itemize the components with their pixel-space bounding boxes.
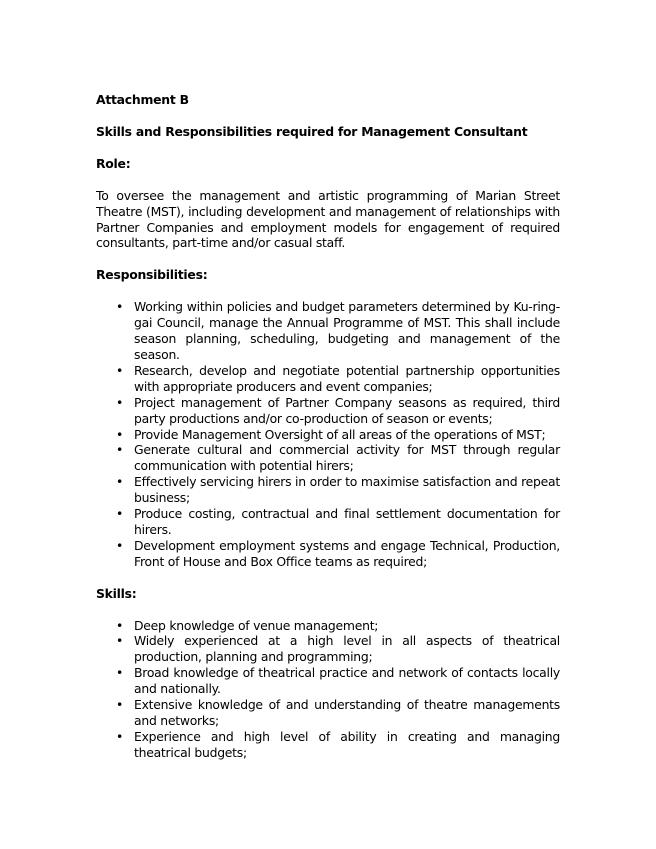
list-item-text: Deep knowledge of venue management; [134, 617, 379, 633]
list-item-text: Provide Management Oversight of all areas of the operations of MST; [134, 426, 546, 442]
responsibilities-heading: Responsibilities: [96, 267, 208, 283]
bullet-icon: • [116, 665, 124, 681]
skills-heading: Skills: [96, 585, 137, 601]
bullet-icon: • [116, 362, 124, 378]
list-item [96, 395, 560, 427]
list-item-text: Effectively servicing hirers in order to maximise satisfaction and repeat business; [134, 474, 560, 506]
bullet-icon: • [116, 728, 124, 744]
responsibilities-list [96, 299, 560, 569]
list-item-text: Research, develop and negotiate potential partnership opportunities with appropriate producers and event companies; [134, 362, 560, 394]
bullet-icon: • [116, 426, 124, 442]
skills-list [96, 618, 560, 761]
role-heading: Role: [96, 155, 131, 171]
list-item-text: Widely experienced at a high level in all aspects of theatrical production, planning and programming; [134, 633, 560, 665]
bullet-icon: • [116, 633, 124, 649]
list-item-text: Working within policies and budget parameters determined by Ku-ring-gai Council, manage the Annual Programme of MST. This shall include season planning, scheduling, budgeting and management of the season. [134, 299, 560, 362]
list-item [96, 618, 560, 634]
list-item [96, 665, 560, 697]
list-item-text: Project management of Partner Company seasons as required, third party productions and/or co-production of season or events; [134, 394, 560, 426]
list-item [96, 538, 560, 570]
list-item [96, 363, 560, 395]
role-description: To oversee the management and artistic programming of Marian Street Theatre (MST), including development and management of relationships with Partner Companies and employment models for engagement of required consultants, part-time and/or casual staff. [96, 187, 560, 251]
attachment-label: Attachment B [96, 92, 189, 107]
list-item [96, 299, 560, 363]
bullet-icon: • [116, 474, 124, 490]
bullet-icon: • [116, 442, 124, 458]
bullet-icon: • [116, 537, 124, 553]
list-item-text: Experience and high level of ability in creating and managing theatrical budgets; [134, 728, 560, 760]
list-item [96, 442, 560, 474]
list-item [96, 697, 560, 729]
list-item-text: Development employment systems and engage Technical, Production, Front of House and Box Office teams as required; [134, 537, 560, 569]
list-item [96, 427, 560, 443]
bullet-icon: • [116, 697, 124, 713]
bullet-icon: • [116, 506, 124, 522]
bullet-icon: • [116, 299, 124, 315]
list-item [96, 729, 560, 761]
bullet-icon: • [116, 617, 124, 633]
list-item [96, 633, 560, 665]
list-item-text: Extensive knowledge of and understanding of theatre managements and networks; [134, 697, 560, 728]
bullet-icon: • [116, 394, 124, 410]
list-item [96, 506, 560, 538]
document-page [96, 92, 560, 761]
list-item-text: Produce costing, contractual and final settlement documentation for hirers. [134, 506, 560, 537]
list-item [96, 474, 560, 506]
list-item-text: Broad knowledge of theatrical practice and network of contacts locally and nationally. [134, 665, 560, 697]
list-item-text: Generate cultural and commercial activity for MST through regular communication with potential hirers; [134, 442, 560, 474]
document-title: Skills and Responsibilities required for Management Consultant [96, 123, 528, 139]
